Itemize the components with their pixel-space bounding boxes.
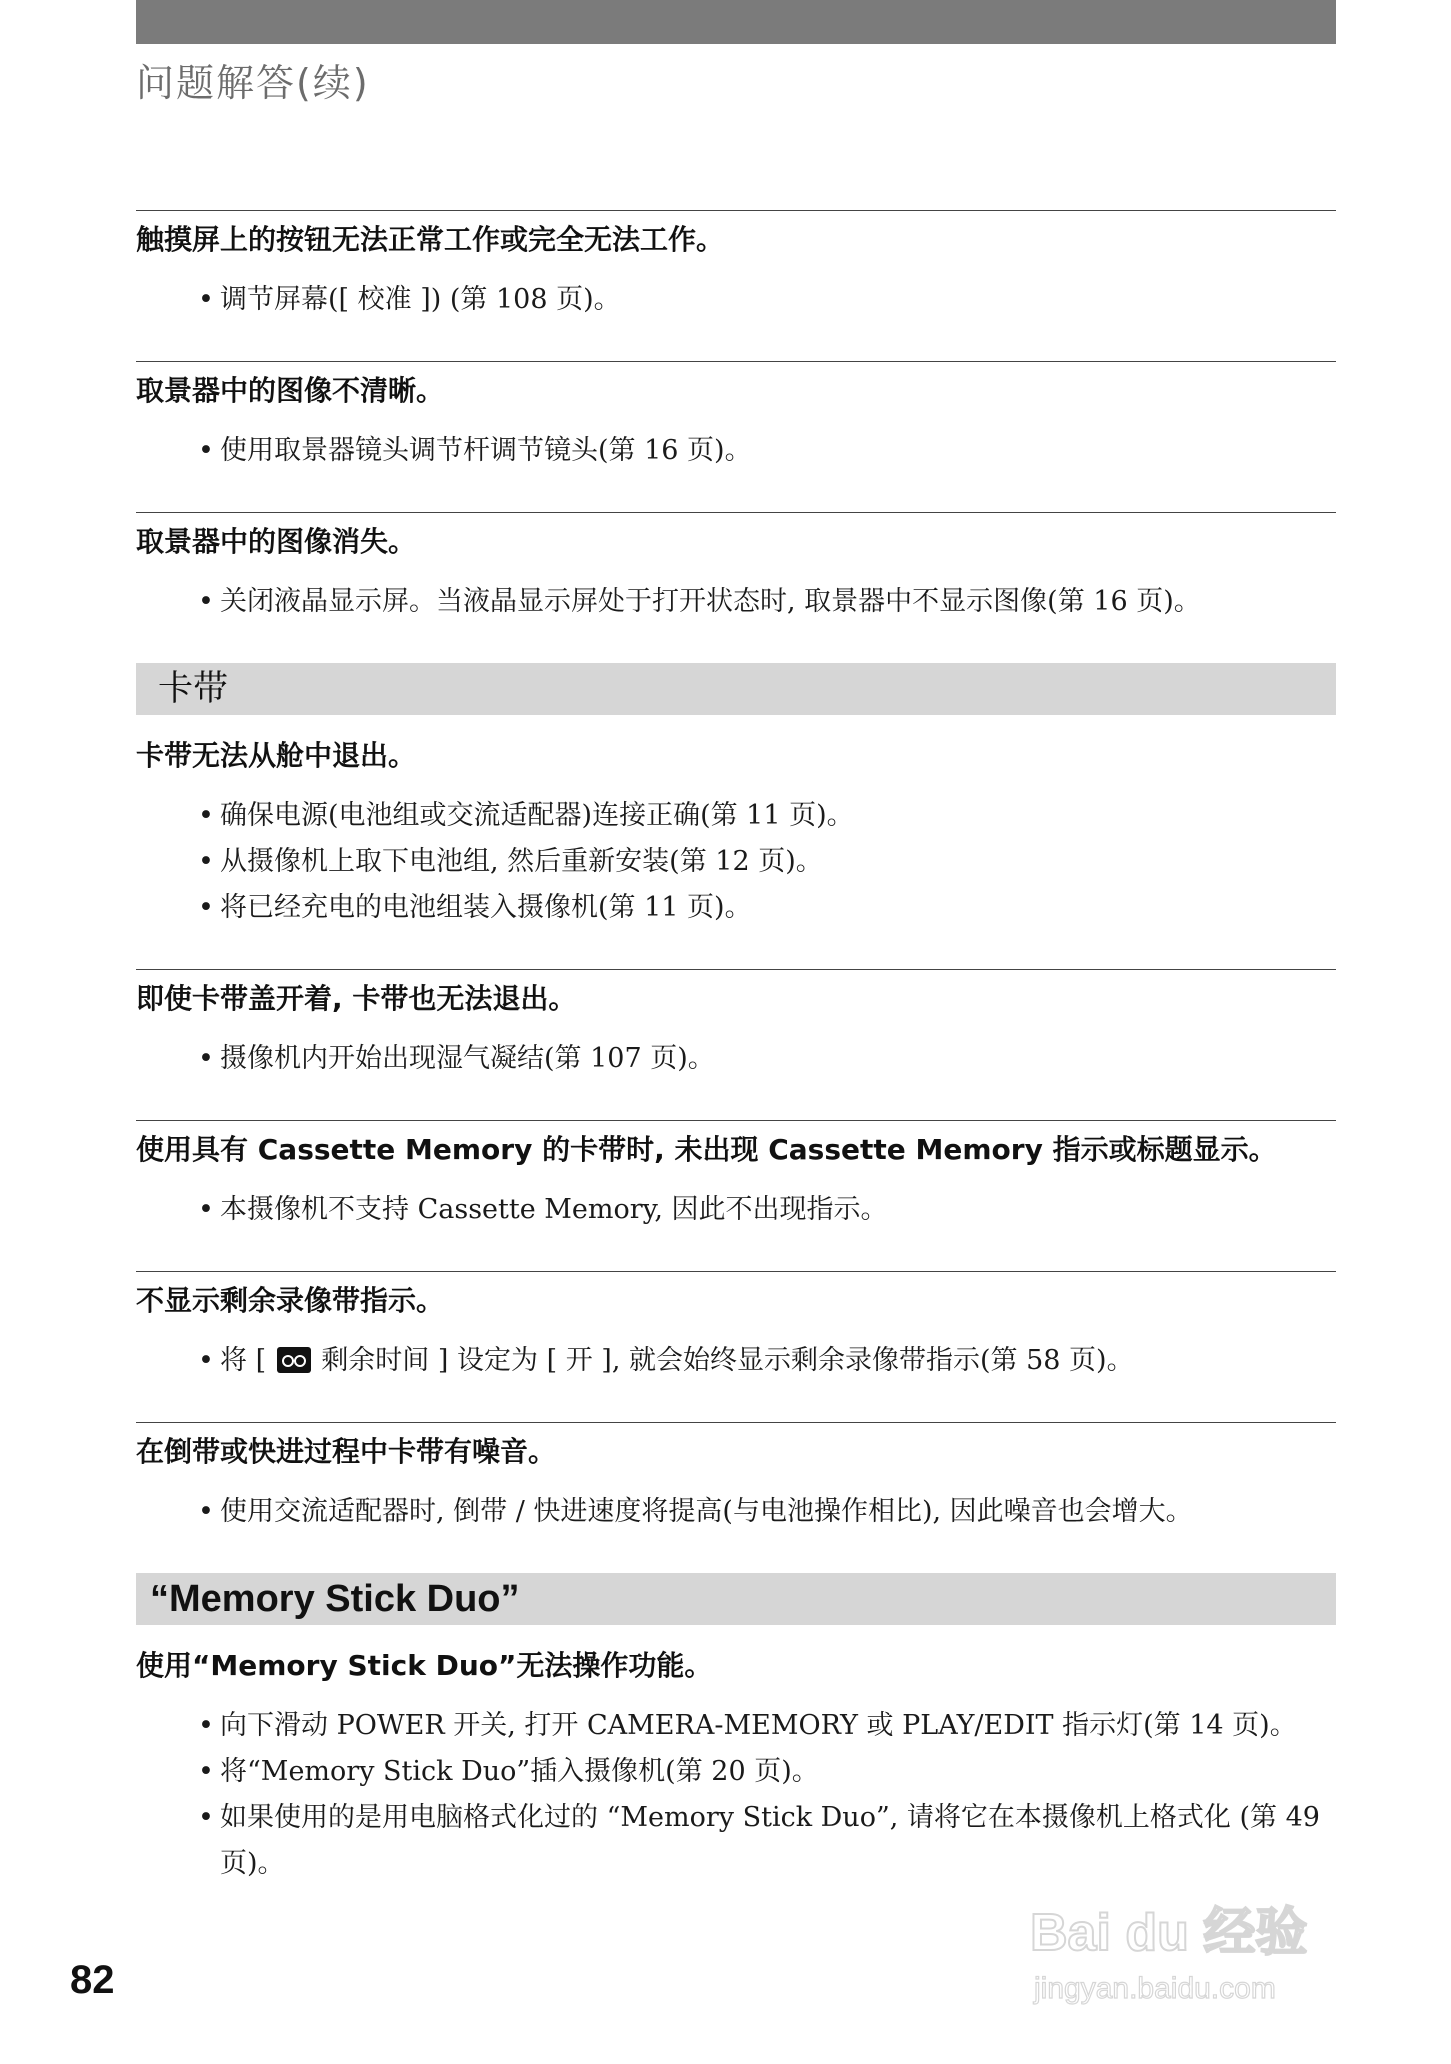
- solution-item: • 关闭液晶显示屏。当液晶显示屏处于打开状态时, 取景器中不显示图像(第 16 页)。: [198, 579, 1336, 625]
- solution-list: [136, 1703, 1336, 1887]
- watermark-url: jingyan.baidu.com: [1034, 1972, 1276, 2005]
- problem-title: 触摸屏上的按钮无法正常工作或完全无法工作。: [136, 223, 725, 256]
- solution-list: [136, 1338, 1336, 1384]
- header-bar: [136, 0, 1336, 44]
- problem-title: 使用具有 Cassette Memory 的卡带时, 未出现 Cassette Memory 指示或标题显示。: [136, 1133, 1277, 1166]
- solution-list: [136, 1489, 1336, 1535]
- page-number: 82: [70, 1958, 115, 2002]
- problem-item: [136, 1120, 1336, 1233]
- section-header-cassette: 卡带: [136, 663, 1336, 715]
- solution-item: [198, 1338, 1336, 1384]
- problem-title: 在倒带或快进过程中卡带有噪音。: [136, 1435, 557, 1468]
- solution-list: [136, 1036, 1336, 1082]
- problem-item: [136, 512, 1336, 625]
- problem-item: [136, 1271, 1336, 1384]
- solution-item: • 将“Memory Stick Duo”插入摄像机(第 20 页)。: [198, 1749, 1336, 1795]
- solution-list: [136, 1187, 1336, 1233]
- solution-list: [136, 579, 1336, 625]
- troubleshooting-content: [136, 210, 1336, 1925]
- solution-item: • 使用取景器镜头调节杆调节镜头(第 16 页)。: [198, 428, 1336, 474]
- solution-item: • 使用交流适配器时, 倒带 / 快进速度将提高(与电池操作相比), 因此噪音也会增大。: [198, 1489, 1336, 1535]
- solution-item: • 调节屏幕([ 校准 ]) (第 108 页)。: [198, 277, 1336, 323]
- baidu-jingyan-watermark: [1030, 1880, 1350, 2010]
- solution-item: • 从摄像机上取下电池组, 然后重新安装(第 12 页)。: [198, 839, 1336, 885]
- problem-title: 使用“Memory Stick Duo”无法操作功能。: [136, 1649, 713, 1682]
- problem-item: [136, 361, 1336, 474]
- solution-item: • 向下滑动 POWER 开关, 打开 CAMERA-MEMORY 或 PLAY/EDIT 指示灯(第 14 页)。: [198, 1703, 1336, 1749]
- solution-list: [136, 428, 1336, 474]
- problem-item: [136, 969, 1336, 1082]
- solution-item: • 确保电源(电池组或交流适配器)连接正确(第 11 页)。: [198, 793, 1336, 839]
- problem-title: 取景器中的图像消失。: [136, 525, 417, 558]
- problem-item: [136, 1647, 1336, 1887]
- solution-item: • 本摄像机不支持 Cassette Memory, 因此不出现指示。: [198, 1187, 1336, 1233]
- tape-remaining-icon: [277, 1347, 311, 1373]
- problem-title: 即使卡带盖开着, 卡带也无法退出。: [136, 982, 577, 1015]
- problem-title: 取景器中的图像不清晰。: [136, 374, 445, 407]
- problem-item: [136, 1422, 1336, 1535]
- problem-title: 卡带无法从舱中退出。: [136, 739, 417, 772]
- solution-item: • 如果使用的是用电脑格式化过的 “Memory Stick Duo”, 请将它在本摄像机上格式化 (第 49 页)。: [198, 1795, 1336, 1887]
- watermark-brand: Bai du 经验: [1030, 1904, 1308, 1962]
- solution-item: • 摄像机内开始出现湿气凝结(第 107 页)。: [198, 1036, 1336, 1082]
- solution-text-after: 剩余时间 ] 设定为 [ 开 ], 就会始终显示剩余录像带指示(第 58 页)。: [321, 1345, 1134, 1376]
- solution-item: • 将已经充电的电池组装入摄像机(第 11 页)。: [198, 885, 1336, 931]
- page-title: 问题解答(续): [136, 61, 370, 105]
- solution-text-before: 将 [: [220, 1345, 267, 1376]
- problem-item: [136, 210, 1336, 323]
- problem-title: 不显示剩余录像带指示。: [136, 1284, 445, 1317]
- solution-list: [136, 793, 1336, 931]
- solution-list: [136, 277, 1336, 323]
- problem-item: [136, 737, 1336, 931]
- section-header-memory-stick: “Memory Stick Duo”: [136, 1573, 1336, 1625]
